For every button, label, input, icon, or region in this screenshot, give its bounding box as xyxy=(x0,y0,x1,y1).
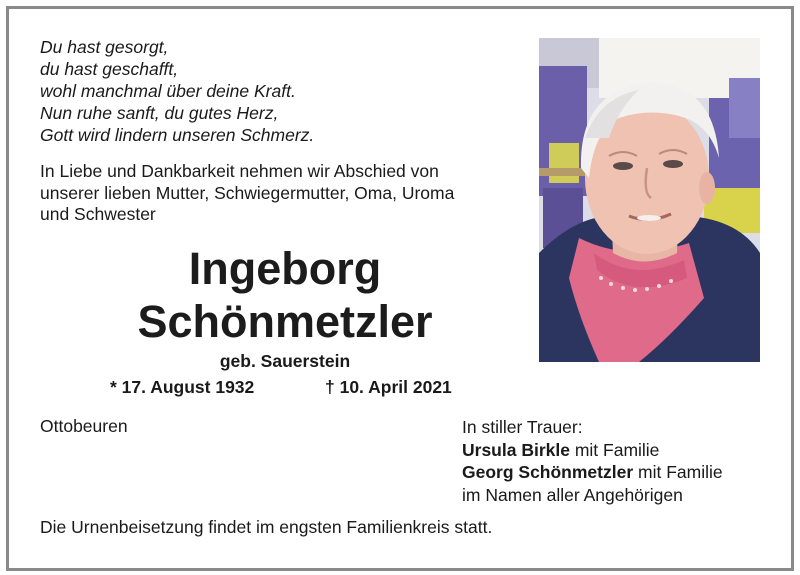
deceased-first-name: Ingeborg xyxy=(188,243,382,294)
death-date: † 10. April 2021 xyxy=(325,377,452,397)
poem-line: Gott wird lindern unseren Schmerz. xyxy=(40,125,315,145)
mourner-suffix: mit Familie xyxy=(569,439,660,460)
poem-line: wohl manchmal über deine Kraft. xyxy=(40,81,296,101)
mourners-heading: In stiller Trauer: xyxy=(462,417,583,437)
mourners-closing: im Namen aller Angehörigen xyxy=(462,484,683,505)
intro-line: unserer lieben Mutter, Schwiegermutter, Oma, Uroma xyxy=(40,182,455,203)
intro-line: und Schwester xyxy=(40,204,156,224)
deceased-last-name: Schönmetzler xyxy=(137,296,433,347)
mourner-name: Georg Schönmetzler xyxy=(462,462,634,482)
mourners-block xyxy=(462,416,723,506)
mourner-name: Ursula Birkle xyxy=(462,439,570,460)
mourner-line xyxy=(462,439,723,462)
intro-line: In Liebe und Dankbarkeit nehmen wir Abschied von xyxy=(40,161,439,181)
mourner-suffix: mit Familie xyxy=(633,462,723,482)
poem xyxy=(40,36,314,146)
place: Ottobeuren xyxy=(40,416,128,436)
poem-line: Du hast gesorgt, xyxy=(40,37,169,57)
portrait-illustration xyxy=(539,38,760,362)
intro-text xyxy=(40,161,454,226)
birth-date: * 17. August 1932 xyxy=(110,377,255,397)
poem-line: du hast geschafft, xyxy=(40,59,179,79)
birth-name: geb. Sauerstein xyxy=(219,351,351,371)
portrait-photo xyxy=(539,38,760,362)
funeral-note: Die Urnenbeisetzung findet im engsten Familienkreis statt. xyxy=(40,517,493,537)
mourner-line xyxy=(462,461,723,484)
poem-line: Nun ruhe sanft, du gutes Herz, xyxy=(40,103,279,123)
